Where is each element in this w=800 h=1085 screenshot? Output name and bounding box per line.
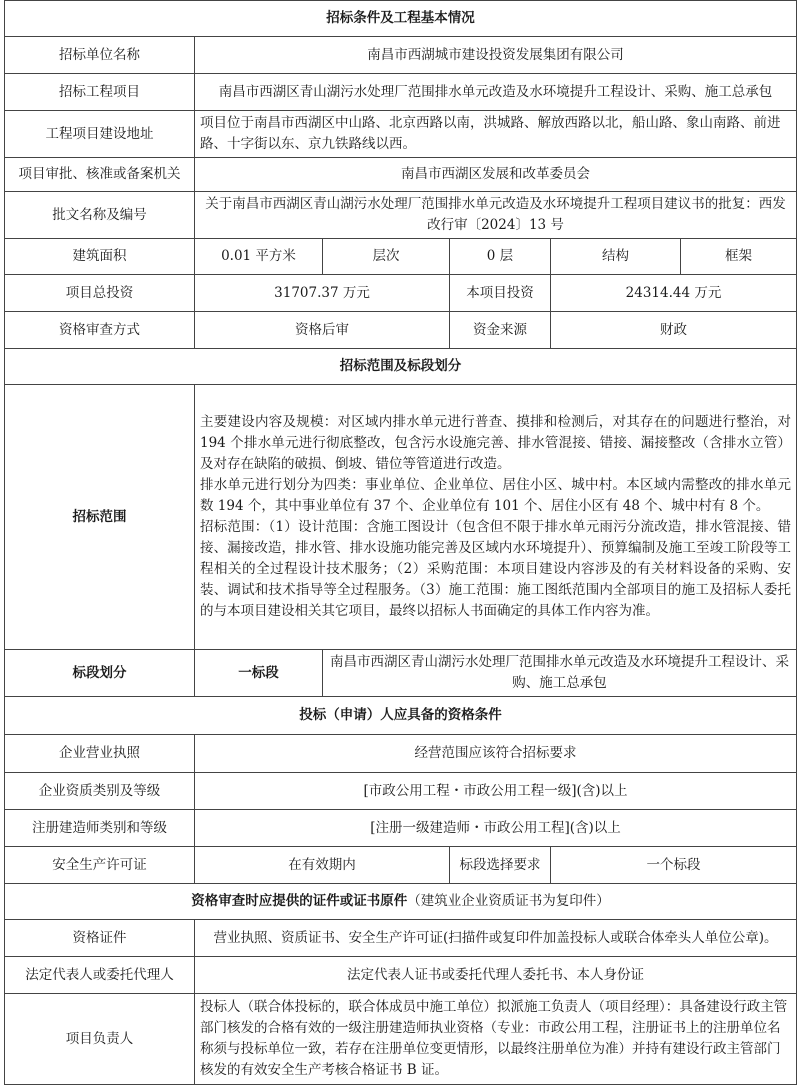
label-project-manager: 项目负责人 — [5, 994, 195, 1085]
label-lot-requirement: 标段选择要求 — [450, 847, 551, 884]
section-header-scope — [5, 349, 797, 385]
label-qualification-certificates: 资格证件 — [5, 920, 195, 957]
row-safety-license — [5, 847, 797, 884]
row-registered-constructor — [5, 810, 797, 847]
value-lot-description: 南昌市西湖区青山湖污水处理厂范围排水单元改造及水环境提升工程设计、采购、施工总承包 — [323, 650, 797, 697]
row-business-license — [5, 735, 797, 773]
row-lot-division — [5, 650, 797, 697]
value-building-area: 0.01 平方米 — [195, 239, 323, 275]
row-legal-representative — [5, 957, 797, 994]
row-qualification-certificates — [5, 920, 797, 957]
label-review-method: 资格审查方式 — [5, 312, 195, 349]
label-tender-project: 招标工程项目 — [5, 74, 195, 111]
row-tender-scope — [5, 385, 797, 650]
section-title-scope: 招标范围及标段划分 — [5, 349, 797, 385]
row-project-manager — [5, 994, 797, 1085]
section-title-certificates-main: 资格审查时应提供的证件或证书原件 — [191, 893, 408, 909]
label-registered-constructor: 注册建造师类别和等级 — [5, 810, 195, 847]
label-legal-representative: 法定代表人或委托代理人 — [5, 957, 195, 994]
value-legal-representative: 法定代表人证书或委托代理人委托书、本人身份证 — [195, 957, 797, 994]
section-header-basic — [5, 1, 797, 37]
row-enterprise-qualification — [5, 773, 797, 810]
section-title-basic: 招标条件及工程基本情况 — [5, 1, 797, 37]
tender-table — [4, 0, 797, 1085]
label-total-investment: 项目总投资 — [5, 275, 195, 312]
value-fund-source: 财政 — [551, 312, 797, 349]
label-safety-license: 安全生产许可证 — [5, 847, 195, 884]
scope-paragraph-range: 招标范围：（1）设计范围：含施工图设计（包含但不限于排水单元雨污分流改造，排水管混接、错接、漏接改造，排水管、排水设施功能完善及区域内水环境提升）、预算编制及施工至竣工阶段等工程相关的全过程设计技术服务；（2）采购范围：本项目建设内容涉及的有关材料设备的采购、安装、调试和技术指导等全过程服务。（3）施工范围：施工图纸范围内全部项目的施工及招标人委托的与本项目建设相关其它项目，最终以招标人书面确定的具体工作内容为准。 — [200, 519, 792, 619]
tender-info-sheet — [4, 0, 796, 1085]
value-tender-scope — [195, 385, 797, 650]
value-project-manager: 投标人（联合体投标的，联合体成员中施工单位）拟派施工负责人（项目经理）：具备建设行政主管部门核发的合格有效的一级注册建造师执业资格（专业：市政公用工程，注册证书上的注册单位名称须与投标单位一致，若存在注册单位变更情形，以最终注册单位为准）并持有建设行政主管部门核发的有效安全生产考核合格证书 B 证。 — [195, 994, 797, 1085]
value-tender-project: 南昌市西湖区青山湖污水处理厂范围排水单元改造及水环境提升工程设计、采购、施工总承包 — [195, 74, 797, 111]
label-project-address: 工程项目建设地址 — [5, 111, 195, 158]
section-header-certificates — [5, 884, 797, 920]
label-floors: 层次 — [323, 239, 450, 275]
value-lot-requirement: 一个标段 — [551, 847, 797, 884]
value-enterprise-qualification: [市政公用工程・市政公用工程一级](含)以上 — [195, 773, 797, 810]
value-qualification-certificates: 营业执照、资质证书、安全生产许可证(扫描件或复印件加盖投标人或联合体牵头人单位公章)。 — [195, 920, 797, 957]
value-this-investment: 24314.44 万元 — [551, 275, 797, 312]
section-title-certificates-note: （建筑业企业资质证书为复印件） — [407, 893, 610, 909]
scope-paragraph-units: 排水单元进行划分为四类：事业单位、企业单位、居住小区、城中村。本区域内需整改的排水单元数 194 个，其中事业单位有 37 个、企业单位有 101 个、居住小区有 48 个、城中村有 8 个。 — [200, 477, 792, 514]
value-approval-authority: 南昌市西湖区发展和改革委员会 — [195, 158, 797, 192]
label-approval-authority: 项目审批、核准或备案机关 — [5, 158, 195, 192]
value-total-investment: 31707.37 万元 — [195, 275, 450, 312]
label-approval-document: 批文名称及编号 — [5, 192, 195, 239]
row-approval-document — [5, 192, 797, 239]
value-structure: 框架 — [681, 239, 797, 275]
label-this-investment: 本项目投资 — [450, 275, 551, 312]
section-header-qualification — [5, 697, 797, 735]
value-floors: 0 层 — [450, 239, 551, 275]
value-tender-unit: 南昌市西湖城市建设投资发展集团有限公司 — [195, 37, 797, 74]
value-lot-name: 一标段 — [195, 650, 323, 697]
label-lot-division: 标段划分 — [5, 650, 195, 697]
label-structure: 结构 — [551, 239, 681, 275]
row-tender-unit — [5, 37, 797, 74]
row-building-area — [5, 239, 797, 275]
value-review-method: 资格后审 — [195, 312, 450, 349]
value-business-license: 经营范围应该符合招标要求 — [195, 735, 797, 773]
value-approval-document: 关于南昌市西湖区青山湖污水处理厂范围排水单元改造及水环境提升工程项目建议书的批复：西发改行审〔2024〕13 号 — [195, 192, 797, 239]
label-building-area: 建筑面积 — [5, 239, 195, 275]
label-fund-source: 资金来源 — [450, 312, 551, 349]
row-approval-authority — [5, 158, 797, 192]
section-title-certificates — [5, 884, 797, 920]
scope-paragraph-content: 主要建设内容及规模：对区域内排水单元进行普查、摸排和检测后，对其存在的问题进行整治，对 194 个排水单元进行彻底整改，包含污水设施完善、排水管混接、错接、漏接整改（含排水立管）及对存在缺陷的破损、倒坡、错位等管道进行改造。 — [200, 414, 792, 472]
label-tender-unit: 招标单位名称 — [5, 37, 195, 74]
row-review-method — [5, 312, 797, 349]
row-investment — [5, 275, 797, 312]
label-tender-scope: 招标范围 — [5, 385, 195, 650]
value-project-address: 项目位于南昌市西湖区中山路、北京西路以南，洪城路、解放西路以北，船山路、象山南路、前进路、十字街以东、京九铁路线以西。 — [195, 111, 797, 158]
value-registered-constructor: [注册一级建造师・市政公用工程](含)以上 — [195, 810, 797, 847]
value-safety-license: 在有效期内 — [195, 847, 450, 884]
section-title-qualification: 投标（申请）人应具备的资格条件 — [5, 697, 797, 735]
label-enterprise-qualification: 企业资质类别及等级 — [5, 773, 195, 810]
label-business-license: 企业营业执照 — [5, 735, 195, 773]
row-project-address — [5, 111, 797, 158]
row-tender-project — [5, 74, 797, 111]
